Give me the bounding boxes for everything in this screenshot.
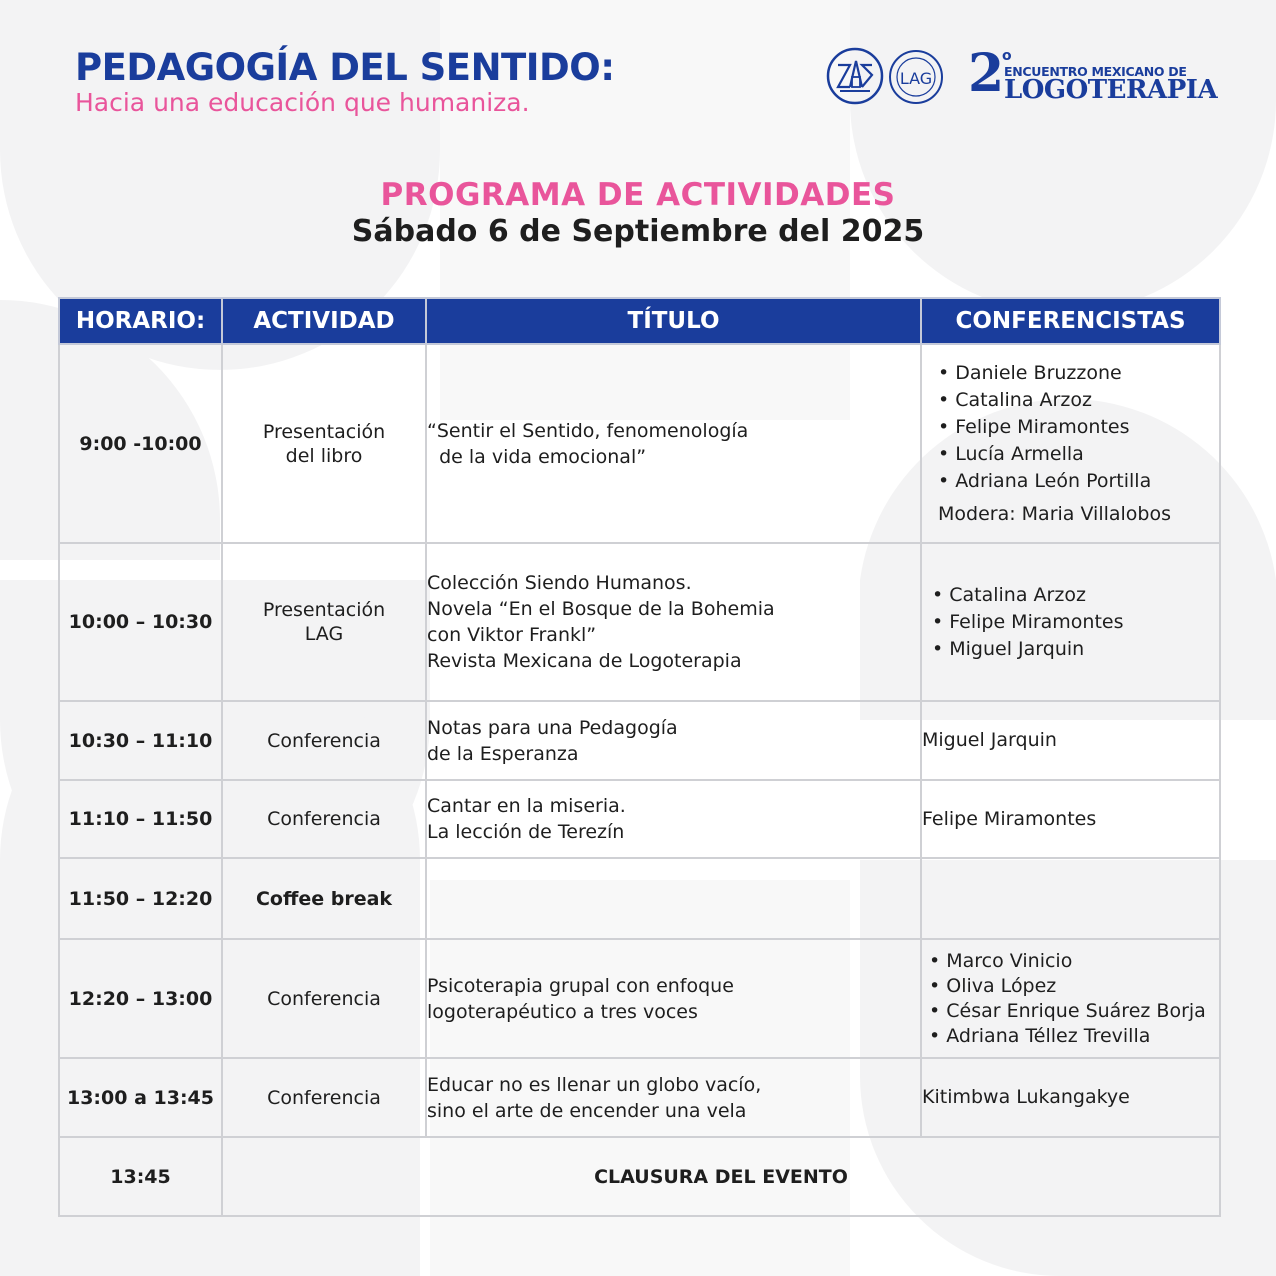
speaker-item: • Catalina Arzoz	[932, 583, 1086, 606]
page-subtitle: Hacia una educación que humaniza.	[75, 88, 530, 117]
lag-logo-icon	[888, 49, 944, 105]
title-line: de la Esperanza	[427, 742, 579, 765]
activity-cell	[222, 858, 426, 939]
activity-line: Presentación	[262, 420, 386, 443]
activity-line: Conferencia	[267, 987, 381, 1010]
title-cell	[426, 780, 921, 858]
title-line: Notas para una Pedagogía	[427, 716, 678, 739]
encuentro-logo	[968, 43, 1218, 105]
time-cell: 12:20 – 13:00	[59, 939, 222, 1058]
title-cell	[426, 701, 921, 780]
title-line: “Sentir el Sentido, fenomenología	[427, 419, 749, 442]
speakers-cell	[921, 701, 1220, 780]
activity-cell	[222, 543, 426, 701]
time-cell: 11:50 – 12:20	[59, 858, 222, 939]
schedule-table	[58, 297, 1221, 1217]
title-line: sino el arte de encender una vela	[427, 1099, 747, 1122]
activity-line: Presentación	[262, 599, 386, 621]
title-line: Psicoterapia grupal con enfoque	[427, 974, 734, 997]
activity-line: LAG	[304, 623, 344, 645]
za-logo-icon	[826, 47, 884, 105]
program-date: Sábado 6 de Septiembre del 2025	[351, 214, 925, 249]
table-row	[59, 1058, 1220, 1137]
table-row	[59, 543, 1220, 701]
activity-cell	[222, 939, 426, 1058]
speaker-item: • Felipe Miramontes	[938, 415, 1130, 438]
time-cell: 11:10 – 11:50	[59, 780, 222, 858]
activity-cell	[222, 701, 426, 780]
speaker-item: Felipe Miramontes	[922, 807, 1097, 830]
column-header-horario: HORARIO:	[59, 298, 222, 344]
speaker-item: • Adriana León Portilla	[938, 469, 1152, 492]
speakers-cell	[921, 1058, 1220, 1137]
activity-line: Conferencia	[267, 1086, 381, 1109]
title-line: Colección Siendo Humanos.	[427, 572, 692, 594]
encuentro-line2: LOGOTERAPIA	[1004, 75, 1218, 105]
encuentro-number: 2	[968, 43, 1005, 104]
time-cell: 10:00 – 10:30	[59, 543, 222, 701]
closing-cell: CLAUSURA DEL EVENTO	[222, 1137, 1220, 1216]
speaker-item: • Lucía Armella	[938, 442, 1084, 465]
time-cell: 13:45	[59, 1137, 222, 1216]
title-cell	[426, 858, 921, 939]
lag-logo-text: LAG	[899, 69, 933, 88]
title-line: Cantar en la miseria.	[427, 795, 626, 817]
activity-cell	[222, 344, 426, 543]
table-row	[59, 780, 1220, 858]
column-header-conferencistas: CONFERENCISTAS	[921, 298, 1220, 344]
encuentro-line1: ENCUENTRO MEXICANO DE	[1004, 64, 1187, 79]
time-cell: 13:00 a 13:45	[59, 1058, 222, 1137]
program-title: PROGRAMA DE ACTIVIDADES	[380, 177, 896, 213]
encuentro-ordinal: o	[1002, 48, 1012, 64]
logos	[826, 43, 1226, 110]
speaker-item: • César Enrique Suárez Borja	[929, 999, 1206, 1022]
speakers-cell	[921, 858, 1220, 939]
column-header-actividad: ACTIVIDAD	[222, 298, 426, 344]
activity-cell	[222, 780, 426, 858]
activity-line: del libro	[285, 444, 363, 467]
title-cell	[426, 939, 921, 1058]
speaker-item: • Catalina Arzoz	[938, 388, 1092, 411]
time-cell: 9:00 -10:00	[59, 344, 222, 543]
activity-line: Coffee break	[255, 887, 393, 910]
speaker-item: • Marco Vinicio	[929, 949, 1073, 972]
speaker-item: • Daniele Bruzzone	[938, 361, 1122, 384]
title-line: Novela “En el Bosque de la Bohemia	[427, 598, 775, 620]
speakers-cell	[921, 939, 1220, 1058]
title-line: de la vida emocional”	[427, 445, 647, 468]
column-header-titulo: TÍTULO	[426, 298, 921, 344]
activity-cell	[222, 1058, 426, 1137]
title-line: Educar no es llenar un globo vacío,	[427, 1073, 762, 1096]
table-row	[59, 858, 1220, 939]
speakers-cell	[921, 344, 1220, 543]
speaker-item: • Oliva López	[929, 974, 1057, 997]
title-line: Revista Mexicana de Logoterapia	[427, 650, 742, 672]
speaker-item: • Felipe Miramontes	[932, 610, 1124, 633]
speaker-item: Kitimbwa Lukangakye	[922, 1086, 1130, 1108]
table-row	[59, 1137, 1220, 1216]
title-cell	[426, 1058, 921, 1137]
table-row	[59, 701, 1220, 780]
header	[75, 46, 615, 118]
speaker-item: Miguel Jarquin	[922, 729, 1057, 751]
title-line: La lección de Terezín	[427, 821, 625, 843]
title-cell	[426, 543, 921, 701]
table-row	[59, 939, 1220, 1058]
title-line: con Viktor Frankl”	[427, 624, 597, 646]
moderator: Modera: Maria Villalobos	[938, 502, 1172, 525]
page-title: PEDAGOGÍA DEL SENTIDO:	[75, 46, 615, 89]
speakers-cell	[921, 780, 1220, 858]
speaker-item: • Miguel Jarquin	[932, 637, 1085, 660]
speakers-cell	[921, 543, 1220, 701]
activity-line: Conferencia	[267, 729, 381, 752]
title-line: logoterapéutico a tres voces	[427, 1000, 698, 1023]
table-header-row	[59, 298, 1220, 344]
title-cell	[426, 344, 921, 543]
table-row	[59, 344, 1220, 543]
time-cell: 10:30 – 11:10	[59, 701, 222, 780]
speaker-item: • Adriana Téllez Trevilla	[929, 1024, 1151, 1047]
activity-line: Conferencia	[267, 808, 381, 830]
